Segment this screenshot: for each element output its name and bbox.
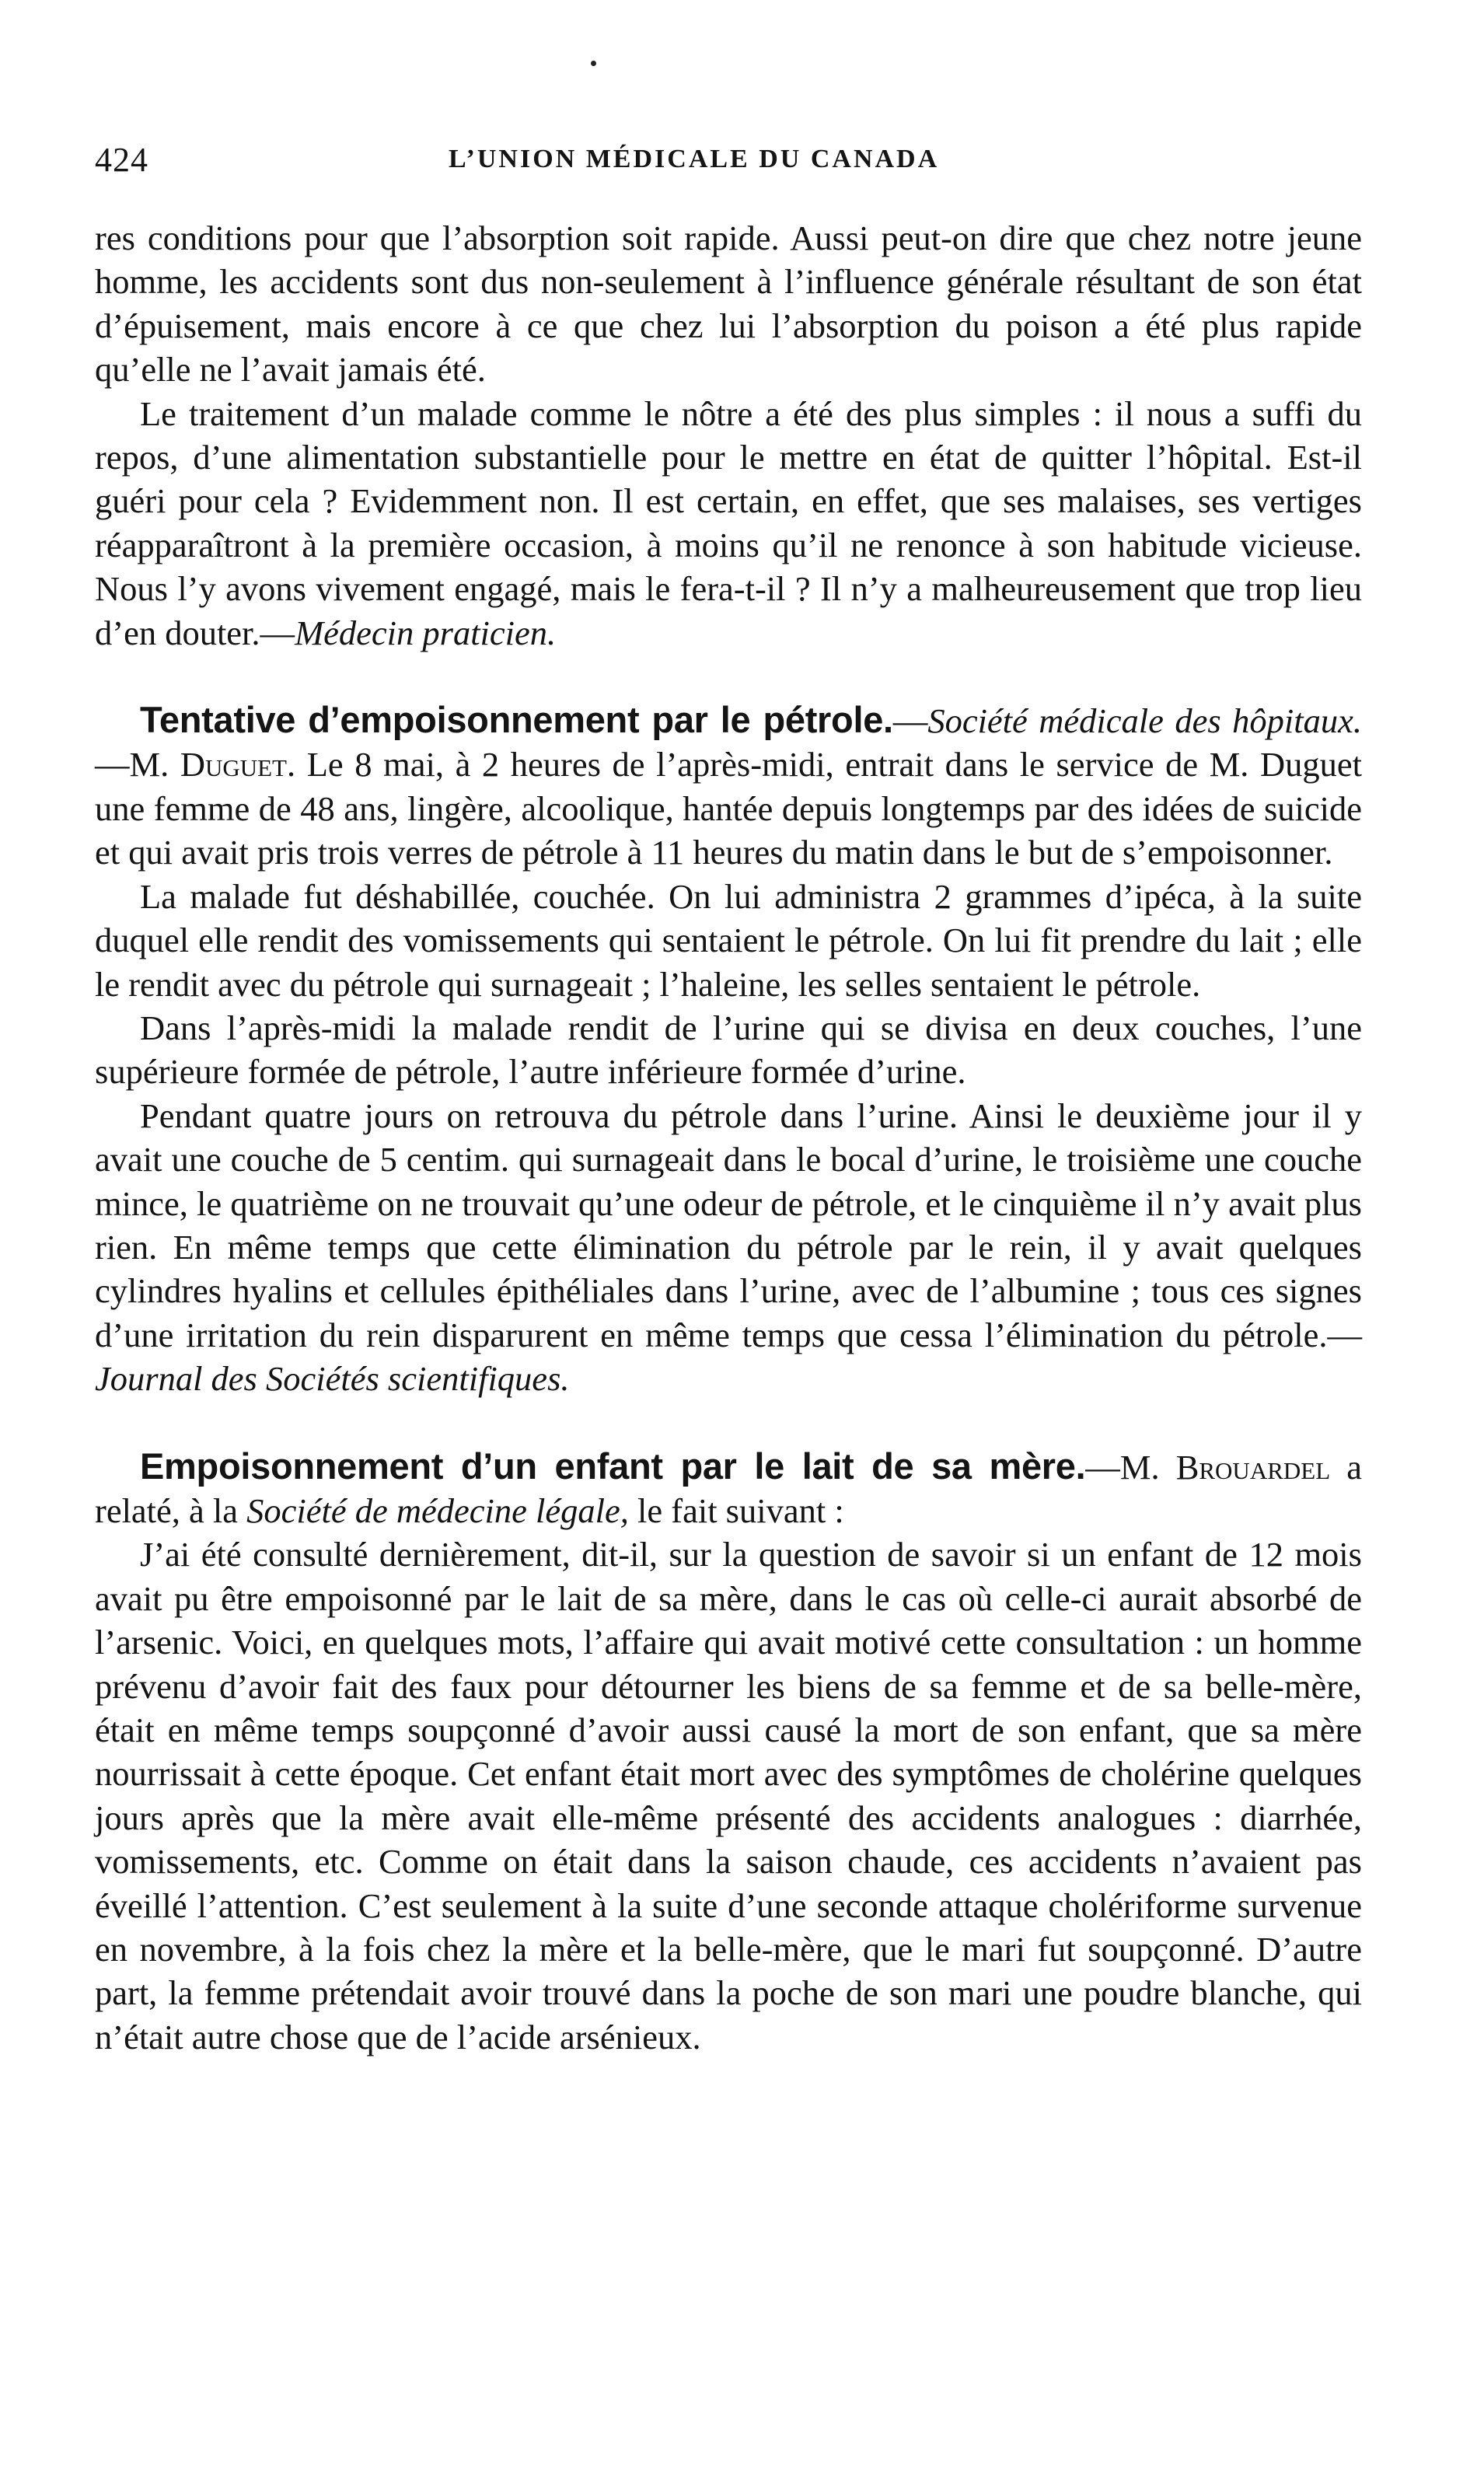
running-title: L’UNION MÉDICALE DU CANADA [449, 145, 940, 173]
ink-speck [591, 61, 596, 66]
article3-intro-paragraph [95, 1445, 1362, 1533]
article2-intro: Le 8 mai, à 2 heures de l’après-midi, entrait dans le service de M. Duguet une femme de 48 ans, lingère, alcoolique, hantée depuis longtemps par des idées de suicide et qui avait pris trois verres de pétrole à 11 heures du matin dans le but de s’empoisonner. [95, 745, 1363, 872]
article3-dash: —M. [1085, 1447, 1160, 1487]
article1-paragraph-text: Le traitement d’un malade comme le nôtre a été des plus simples : il nous a suffi du repos, d’une alimentation substantielle pour le mettre en état de quitter l’hôpital. Est-il guéri pour cela ? Evidemment non. Il est certain, en effet, que ses malaises, ses vertiges réapparaîtront à la première occasion, à moins qu’il ne renonce à son habitude vicieuse. Nous l’y avons vivement engagé, mais le fera-t-il ? Il n’y a malheureusement que trop lieu d’en douter.— [95, 393, 1362, 652]
article2-source: Journal des Sociétés scientifiques. [95, 1359, 570, 1399]
article3-author: Brouardel [1175, 1447, 1331, 1487]
article2-paragraph-2: La malade fut déshabillée, couchée. On lui administra 2 grammes d’ipéca, à la suite duquel elle rendit des vomissements qui sentaient le pétrole. On lui fit prendre du lait ; elle le rendit avec du pétrole qui surnageait ; l’haleine, les selles sentaient le pétrole. [95, 876, 1362, 1004]
page-header [95, 140, 1354, 187]
article3-intro-a: a relaté, à la [95, 1447, 1362, 1530]
article1-continuation: res conditions pour que l’absorption soit rapide. Aussi peut-on dire que chez notre jeune homme, les accidents sont dus non-seulement à l’influence générale résultant de son état d’épuisement, mais encore à ce que chez lui l’absorption du poison a été plus rapide qu’elle ne l’avait jamais été. [95, 218, 1362, 390]
article2-source-intro: Société médicale des hôpitaux. [927, 701, 1362, 741]
article2-paragraph-4-text: Pendant quatre jours on retrouva du pétrole dans l’urine. Ainsi le deuxième jour il y avait une couche de 5 centim. qui surnageait dans le bocal d’urine, le troisième une couche mince, le quatrième on ne trouvait qu’une odeur de pétrole, et le cinquième il n’y avait plus rien. En même temps que cette élimination du pétrole par le rein, il y avait quelques cylindres hyalins et cellules épithéliales dans l’urine, avec de l’albumine ; tous ces signes d’une irritation du rein disparurent en même temps que cessa l’élimination du pétrole.— [95, 1095, 1362, 1354]
article3-paragraph-1: J’ai été consulté dernièrement, dit-il, sur la question de savoir si un enfant de 12 mois avait pu être empoisonné par le lait de sa mère, dans le cas où celle-ci aurait absorbé de l’arsenic. Voici, en quelques mots, l’affaire qui avait motivé cette consultation : un homme prévenu d’avoir fait des faux pour détourner les biens de sa femme et de sa belle-mère, était en même temps soupçonné d’avoir aussi causé la mort de son enfant, que sa mère nourrissait à cette époque. Cet enfant était mort avec des symptômes de cholérine quelques jours après que la mère avait elle-même présenté des accidents analogues : diarrhée, vomissements, etc. Comme on était dans la saison chaude, ces accidents n’avaient pas éveillé l’attention. C’est seulement à la suite d’une seconde attaque cholériforme survenue en novembre, à la fois chez la mère et la belle-mère, que le mari fut soupçonné. D’autre part, la femme prétendait avoir trouvé dans la poche de son mari une poudre blanche, qui n’était autre chose que de l’acide arsénieux. [95, 1535, 1362, 2056]
article2-paragraph-3: Dans l’après-midi la malade rendit de l’urine qui se divisa en deux couches, l’une supérieure formée de pétrole, l’autre inférieure formée d’urine. [95, 1008, 1362, 1092]
article2-intro-paragraph [95, 698, 1362, 875]
page-number: 424 [95, 141, 148, 179]
section-gap [95, 655, 1362, 698]
section-gap [95, 1401, 1362, 1445]
article2-author-prefix: —M. [95, 745, 180, 784]
article3-intro-b: le fait suivant : [628, 1490, 844, 1530]
article3-society: Société de médecine légale, [246, 1490, 629, 1530]
article2-title: Tentative d’empoisonnement par le pétrole. [140, 699, 893, 741]
article2-dash: — [892, 701, 928, 741]
article2-paragraph-4 [95, 1094, 1362, 1401]
article3-title: Empoisonnement d’un enfant par le lait de sa mère. [140, 1445, 1086, 1487]
article2-author: Duguet. [180, 745, 296, 784]
article1-paragraph [95, 392, 1362, 655]
page-body [95, 216, 1362, 2059]
article1-source: Médecin praticien. [295, 613, 557, 652]
